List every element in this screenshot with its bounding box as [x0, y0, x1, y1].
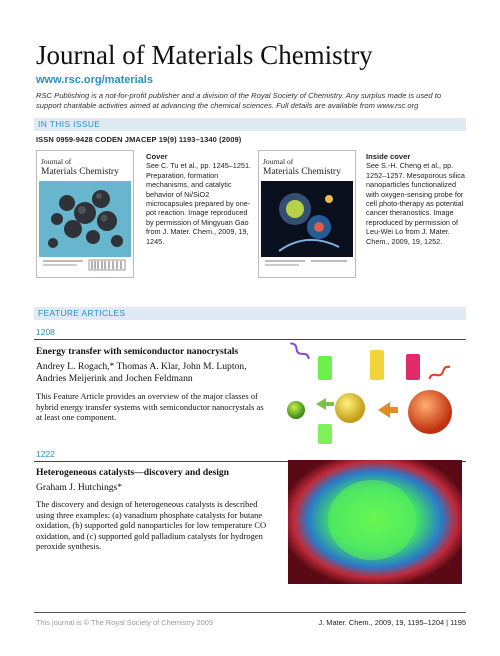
article-authors-line1: Graham J. Hutchings*: [36, 482, 123, 493]
inside-cover-nanoparticle-illustration: [259, 151, 355, 277]
article-title[interactable]: Energy transfer with semiconductor nanocrystals: [36, 346, 239, 357]
inside-cover-description-block: [366, 152, 468, 246]
footer-citation: J. Mater. Chem., 2009, 19, 1195–1204 | 1195: [318, 618, 466, 627]
article-abstract: This Feature Article provides an overview of the major classes of hybrid energy transfer systems with semiconductor nanocrystals as at least one component.: [36, 391, 264, 423]
publisher-notice: RSC Publishing is a not-for-profit publisher and a division of the Royal Society of Chemistry. Any surplus made is used to support charitable activities aimed at advancing the chemical sciences. Full details are available from www.rsc.org: [36, 91, 442, 110]
footer-divider: [34, 612, 466, 613]
in-this-issue-bar: IN THIS ISSUE: [34, 118, 466, 131]
cover-description: See C. Tu et al., pp. 1245–1251. Preparation, formation mechanisms, and catalytic behavior of Ni/SiO2 microcapsules prepared by one-pot reaction. Image reproduced by permission of Mingyuan Gao from J. Mater. Chem., 2009, 19, 1245.: [146, 161, 252, 246]
cover-description-block: [146, 152, 252, 246]
article-authors: [36, 361, 246, 385]
inside-cover-image: [258, 150, 356, 278]
article-authors: [36, 482, 122, 494]
issn-line: ISSN 0959-9428 CODEN JMACEP 19(9) 1193–1340 (2009): [36, 135, 242, 144]
cover-microcapsule-illustration: [37, 151, 133, 277]
inside-cover-heading-line2: Materials Chemistry: [263, 167, 341, 177]
feature-articles-bar: FEATURE ARTICLES: [34, 307, 466, 320]
inside-cover-heading-line1: Journal of: [263, 157, 294, 166]
catalyst-micrograph: [288, 460, 462, 584]
energy-transfer-graphic: [278, 340, 466, 446]
footer-copyright: This journal is © The Royal Society of Chemistry 2009: [36, 618, 214, 627]
cover-image: [36, 150, 134, 278]
cover-label: Cover: [146, 152, 168, 161]
inside-cover-label: Inside cover: [366, 152, 411, 161]
article-page-number[interactable]: 1208: [36, 327, 55, 337]
article-title[interactable]: Heterogeneous catalysts—discovery and design: [36, 467, 230, 478]
article-page-number[interactable]: 1222: [36, 449, 55, 459]
inside-cover-description: See S.-H. Cheng et al., pp. 1252–1257. Mesoporous silica nanoparticles functionalized with oxygen-sensing probe for cell photo-therapy as potential cancer theranostics. Image reproduced by permission of Leu-Wei Lo from J. Mater. Chem., 2009, 19, 1252.: [366, 161, 465, 246]
journal-website-link[interactable]: www.rsc.org/materials: [36, 74, 153, 86]
journal-title: Journal of Materials Chemistry: [36, 40, 373, 70]
cover-image-heading-line2: Materials Chemistry: [41, 167, 119, 177]
article-abstract: The discovery and design of heterogeneous catalysts is described using three examples: (a) vanadium phosphate catalysts for butane oxidation, (b) supported gold nanoparticles for low temperature CO oxidation, and (c) supported gold palladium catalysts for hydrogen peroxide synthesis.: [36, 499, 267, 552]
article-authors-line1: Andrey L. Rogach,* Thomas A. Klar, John M. Lupton,: [36, 361, 247, 372]
cover-image-heading-line1: Journal of: [41, 157, 72, 166]
article-authors-line2: Andries Meijerink and Jochen Feldmann: [36, 373, 193, 384]
